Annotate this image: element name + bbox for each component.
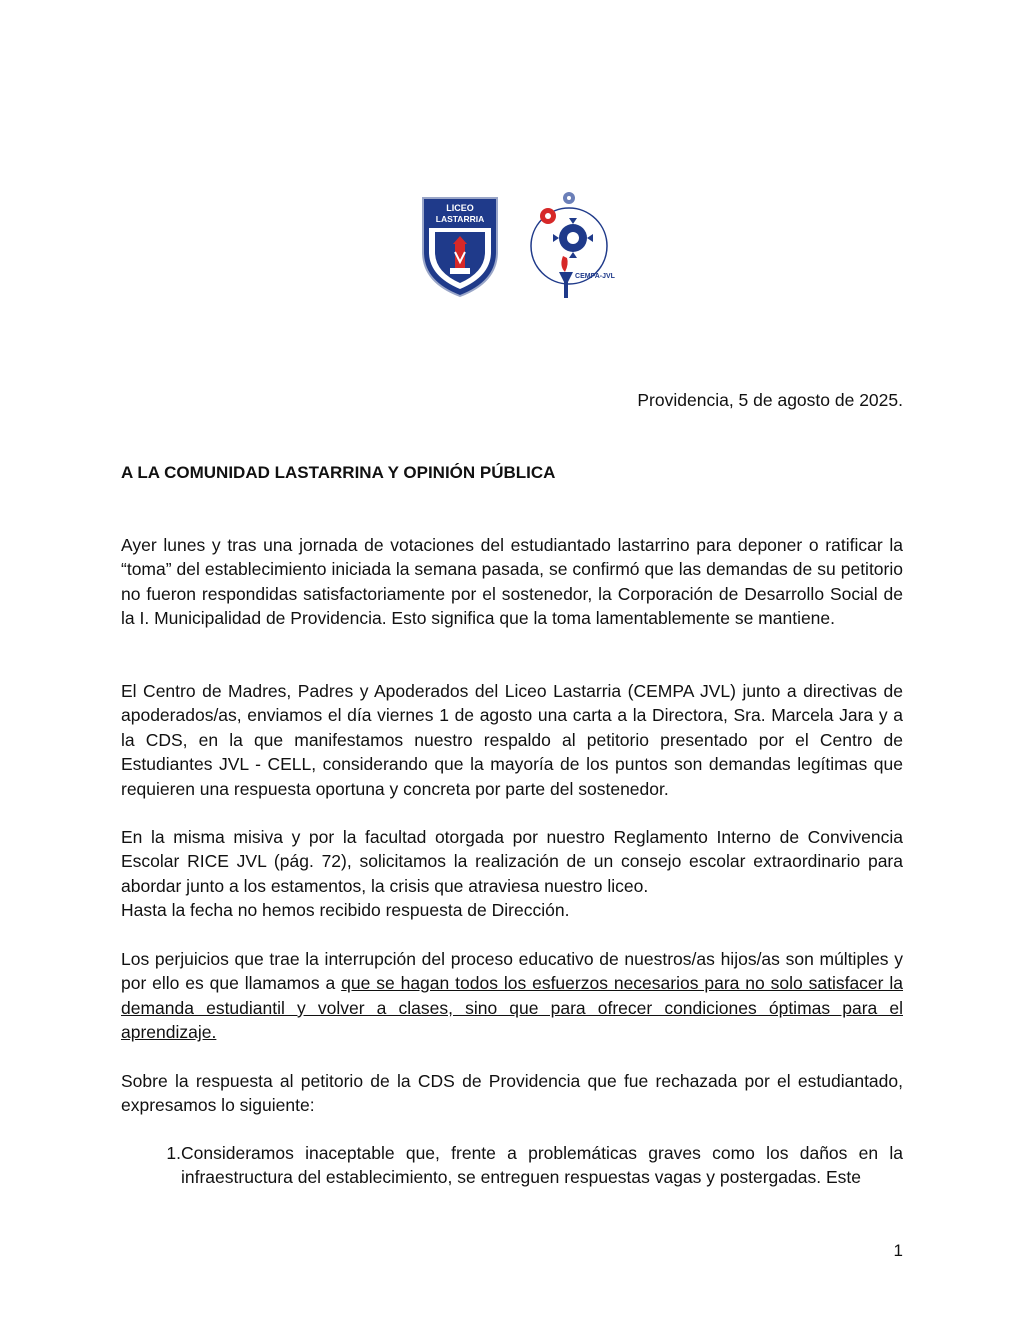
list-item-number: 1. [166,1143,181,1163]
svg-text:LASTARRIA: LASTARRIA [435,214,485,224]
list-item [121,1141,903,1190]
header-logos [415,186,620,304]
paragraph-3 [121,825,903,923]
svg-text:CEMPA-JVL: CEMPA-JVL [575,273,615,280]
paragraph-5 [121,1069,903,1118]
paragraph-1 [121,533,903,631]
liceo-lastarria-crest-logo [415,194,505,298]
paragraph-1-text: Ayer lunes y tras una jornada de votaciones del estudiantado lastarrino para deponer o ratificar la “toma” del establecimiento iniciada la semana pasada, se confirmó que las demandas de su petitorio no fueron respondidas satisfactoriamente por el sostenedor, la Corporación de Desarrollo Social de la I. Municipalidad de Providencia. Esto significa que la toma lamentablemente se mantiene. [121,535,903,629]
paragraph-2 [121,679,903,801]
paragraph-4-plain: Los perjuicios que trae la interrupción del proceso educativo de nuestros/as hijos/as son múltiples y por ello es que llamamos a [121,949,903,994]
letter-date: Providencia, 5 de agosto de 2025. [637,390,903,410]
page-number: 1 [893,1241,903,1260]
cempa-jvl-torch-logo [523,186,615,304]
paragraph-4 [121,947,903,1045]
paragraph-3-followup: Hasta la fecha no hemos recibido respuesta de Dirección. [121,900,570,921]
paragraph-2-text: El Centro de Madres, Padres y Apoderados del Liceo Lastarria (CEMPA JVL) junto a directivas de apoderados/as, enviamos el día viernes 1 de agosto una carta a la Directora, Sra. Marcela Jara y a la CDS, en la que manifestamos nuestro respaldo al petitorio presentado por el Centro de Estudiantes JVL - CELL, considerando que la mayoría de los puntos son demandas legítimas que requieren una respuesta oportuna y concreta por parte del sostenedor. [121,681,903,799]
paragraph-4-text [121,947,903,1045]
svg-text:LICEO: LICEO [446,203,474,213]
numbered-list [121,1141,903,1190]
list-item-text: Consideramos inaceptable que, frente a problemáticas graves como los daños en la infraestructura del establecimiento, se entreguen respuestas vagas y postergadas. Este [181,1143,903,1188]
paragraph-3-text: En la misma misiva y por la facultad otorgada por nuestro Reglamento Interno de Convivencia Escolar RICE JVL (pág. 72), solicitamos la realización de un consejo escolar extraordinario para abordar junto a los estamentos, la crisis que atraviesa nuestro liceo. [121,827,903,896]
letter-heading: A LA COMUNIDAD LASTARRINA Y OPINIÓN PÚBLICA [121,463,556,482]
paragraph-4-underlined: que se hagan todos los esfuerzos necesarios para no solo satisfacer la demanda estudiantil y volver a clases, sino que para ofrecer condiciones óptimas para el aprendizaje. [121,973,904,1043]
paragraph-5-text: Sobre la respuesta al petitorio de la CDS de Providencia que fue rechazada por el estudiantado, expresamos lo siguiente: [121,1071,903,1116]
